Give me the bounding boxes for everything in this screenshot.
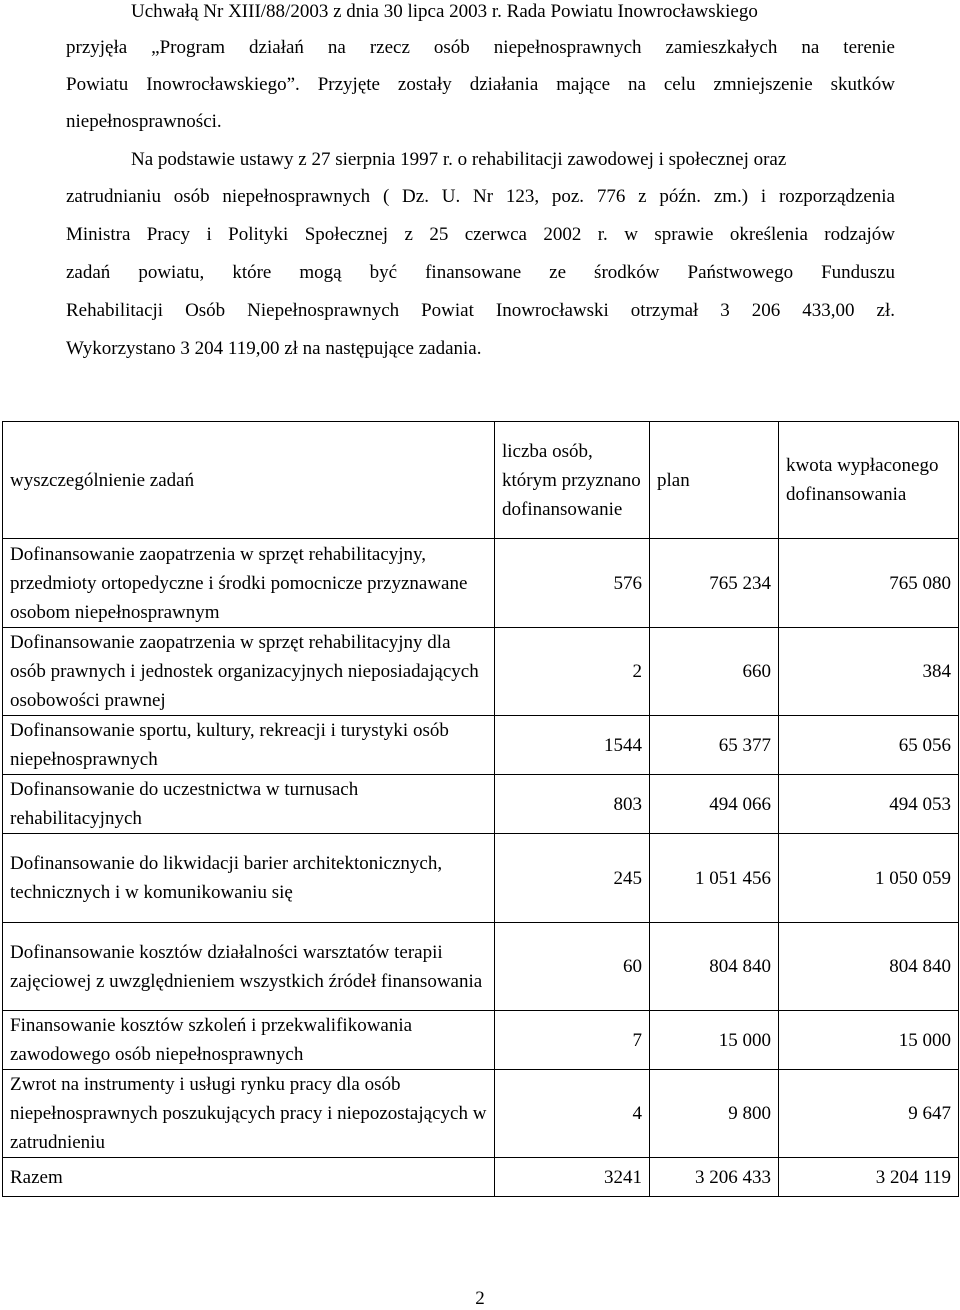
plan-cell: 494 066 [650, 775, 779, 834]
persons-cell: 2 [495, 628, 650, 716]
persons-cell: 803 [495, 775, 650, 834]
plan-cell: 660 [650, 628, 779, 716]
table-header-row [3, 422, 959, 539]
table-row [3, 716, 959, 775]
paragraph-2-line-2: zatrudnianiu osób niepełnosprawnych ( Dz. U. Nr 123, poz. 776 z późn. zm.) i rozporządzenia [66, 186, 895, 207]
total-label: Razem [3, 1158, 495, 1197]
task-cell: Dofinansowanie zaopatrzenia w sprzęt rehabilitacyjny dla osób prawnych i jednostek organizacyjnych nieposiadających osobowości prawnej [3, 628, 495, 716]
header-paid: kwota wypłaconego dofinansowania [779, 422, 959, 539]
header-plan: plan [650, 422, 779, 539]
plan-cell: 765 234 [650, 539, 779, 628]
plan-cell: 1 051 456 [650, 834, 779, 923]
task-cell: Zwrot na instrumenty i usługi rynku pracy dla osób niepełnosprawnych poszukujących pracy i niepozostających w zatrudnieniu [3, 1070, 495, 1158]
task-cell: Dofinansowanie zaopatrzenia w sprzęt rehabilitacyjny, przedmioty ortopedyczne i środki pomocnicze przyznawane osobom niepełnosprawnym [3, 539, 495, 628]
table-row [3, 923, 959, 1011]
persons-cell: 245 [495, 834, 650, 923]
table-row [3, 628, 959, 716]
task-cell: Dofinansowanie do uczestnictwa w turnusach rehabilitacyjnych [3, 775, 495, 834]
table-row [3, 834, 959, 923]
task-cell: Finansowanie kosztów szkoleń i przekwalifikowania zawodowego osób niepełnosprawnych [3, 1011, 495, 1070]
paid-cell: 384 [779, 628, 959, 716]
persons-cell: 4 [495, 1070, 650, 1158]
persons-cell: 576 [495, 539, 650, 628]
paragraph-1-line-3: Powiatu Inowrocławskiego”. Przyjęte zostały działania mające na celu zmniejszenie skutków [66, 74, 895, 95]
task-cell: Dofinansowanie kosztów działalności warsztatów terapii zajęciowej z uwzględnieniem wszystkich źródeł finansowania [3, 923, 495, 1011]
header-persons: liczba osób, którym przyznano dofinansowanie [495, 422, 650, 539]
table-row [3, 1070, 959, 1158]
paid-cell: 15 000 [779, 1011, 959, 1070]
paid-cell: 65 056 [779, 716, 959, 775]
page-number: 2 [475, 1288, 485, 1309]
plan-cell: 804 840 [650, 923, 779, 1011]
total-plan: 3 206 433 [650, 1158, 779, 1197]
task-cell: Dofinansowanie sportu, kultury, rekreacji i turystyki osób niepełnosprawnych [3, 716, 495, 775]
paid-cell: 1 050 059 [779, 834, 959, 923]
persons-cell: 1544 [495, 716, 650, 775]
plan-cell: 15 000 [650, 1011, 779, 1070]
paid-cell: 765 080 [779, 539, 959, 628]
paragraph-2-line-6: Wykorzystano 3 204 119,00 zł na następujące zadania. [66, 338, 482, 359]
paragraph-1-line-2: przyjęła „Program działań na rzecz osób niepełnosprawnych zamieszkałych na terenie [66, 37, 895, 58]
plan-cell: 9 800 [650, 1070, 779, 1158]
paragraph-2-line-3: Ministra Pracy i Polityki Społecznej z 25 czerwca 2002 r. w sprawie określenia rodzajów [66, 224, 895, 245]
persons-cell: 60 [495, 923, 650, 1011]
table-row [3, 539, 959, 628]
persons-cell: 7 [495, 1011, 650, 1070]
paragraph-1-line-1: Uchwałą Nr XIII/88/2003 z dnia 30 lipca 2003 r. Rada Powiatu Inowrocławskiego [131, 1, 758, 22]
header-task: wyszczególnienie zadań [3, 422, 495, 539]
total-paid: 3 204 119 [779, 1158, 959, 1197]
paid-cell: 804 840 [779, 923, 959, 1011]
table-total-row [3, 1158, 959, 1197]
plan-cell: 65 377 [650, 716, 779, 775]
task-cell: Dofinansowanie do likwidacji barier architektonicznych, technicznych i w komunikowaniu się [3, 834, 495, 923]
paragraph-2-line-4: zadań powiatu, które mogą być finansowane ze środków Państwowego Funduszu [66, 262, 895, 283]
paragraph-1-line-4: niepełnosprawności. [66, 111, 222, 132]
tasks-table [2, 421, 959, 1197]
table-row [3, 775, 959, 834]
total-persons: 3241 [495, 1158, 650, 1197]
table-row [3, 1011, 959, 1070]
paragraph-2-line-5: Rehabilitacji Osób Niepełnosprawnych Powiat Inowrocławski otrzymał 3 206 433,00 zł. [66, 300, 895, 321]
paragraph-2-line-1: Na podstawie ustawy z 27 sierpnia 1997 r. o rehabilitacji zawodowej i społecznej oraz [131, 149, 787, 170]
paid-cell: 9 647 [779, 1070, 959, 1158]
paid-cell: 494 053 [779, 775, 959, 834]
